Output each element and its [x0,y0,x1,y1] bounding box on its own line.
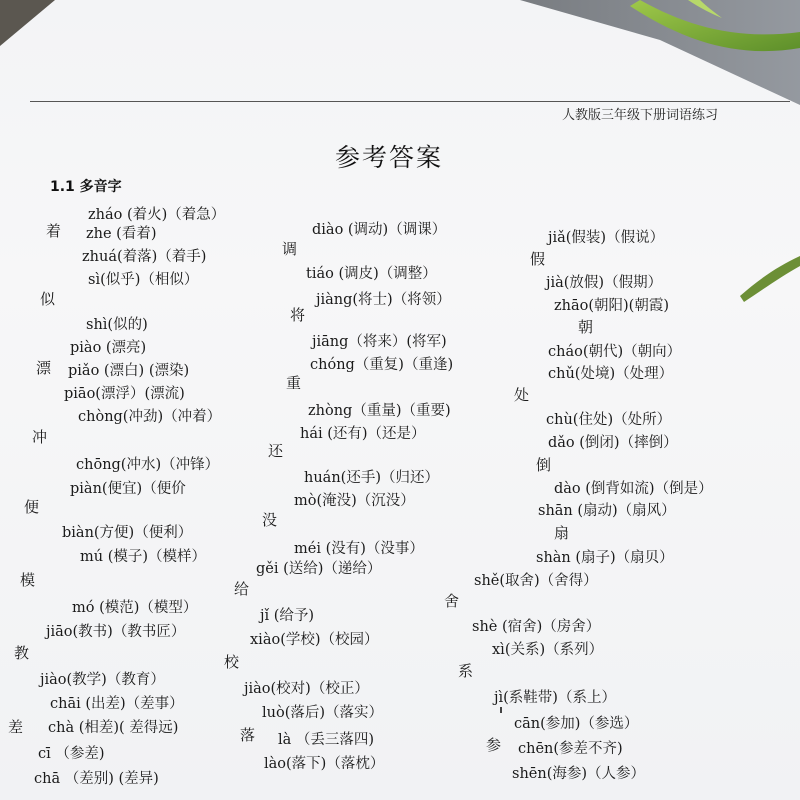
answer-entry: zhe (看着) [86,226,157,242]
answer-entry: luò(落后)（落实） [262,705,384,721]
answer-entry: jiào(教学)（教育） [40,672,165,688]
polyphone-char: 冲 [32,428,48,446]
polyphone-char: 便 [24,498,40,516]
polyphone-char: 倒 [536,456,552,474]
answer-entry: shě(取舍)（舍得） [474,573,598,589]
answer-entry: lào(落下)（落枕） [264,756,385,772]
answer-entry: shēn(海参)（人参） [512,766,646,782]
answer-entry: jià(放假)（假期） [546,275,663,291]
answer-entry: jiāng（将来）(将军) [312,334,447,350]
polyphone-char: 扇 [554,524,570,542]
header-rule [30,101,790,102]
answer-entry: gěi (送给)（递给） [256,561,382,577]
answer-entry: chòng(冲劲)（冲着） [78,409,222,425]
polyphone-char: 似 [40,290,56,308]
answer-entry: xiào(学校)（校园） [250,632,379,648]
answer-entry: cháo(朝代)（朝向） [548,344,682,360]
answer-entry: piāo(漂浮）(漂流) [64,386,185,402]
answer-entry: zhuá(着落)（着手) [82,249,207,265]
answer-entry: shè (宿舍)（房舍） [472,619,601,635]
page-title: 参考答案 [335,143,444,172]
answer-entry: zhòng（重量)（重要) [308,403,451,419]
answer-entry: sì(似乎)（相似） [88,272,199,288]
polyphone-char: 落 [240,726,256,744]
answer-entry: tiáo (调皮)（调整） [306,266,437,282]
polyphone-char: 教 [14,644,30,662]
table-corner [0,0,55,46]
answer-entry: zhāo(朝阳)(朝霞) [554,298,669,314]
answer-entry: chóng（重复)（重逢) [310,357,454,373]
answer-entry: dào (倒背如流)（倒是） [554,481,713,497]
polyphone-char: 假 [530,250,546,268]
polyphone-char: 将 [290,306,306,324]
polyphone-char: 模 [20,571,36,589]
polyphone-char: 重 [286,374,302,392]
answer-entry: diào (调动)（调课） [312,222,447,238]
answer-entry: chā （差别) (差异) [34,771,159,787]
answer-entry: piàn(便宜)（便价 [70,481,186,497]
answer-entry: huán(还手)（归还） [304,470,439,486]
answer-entry: xì(关系)（系列） [492,642,604,658]
answer-entry: shàn (扇子)（扇贝） [536,550,674,566]
answer-entry: chà (相差)( 差得远) [48,720,179,736]
answer-entry: chù(住处)（处所） [546,412,672,428]
answer-entry: shì(似的) [86,317,148,333]
answer-entry: jì(系鞋带)（系上） [494,690,616,706]
answer-entry: là （丢三落四) [278,732,375,748]
answer-entry: jiǎ(假装)（假说） [548,230,665,246]
polyphone-char: 着 [46,222,62,240]
polyphone-char: 系 [458,662,474,680]
answer-entry: méi (没有)（没事） [294,541,424,557]
answer-entry: shān (扇动)（扇风） [538,503,676,519]
polyphone-char: 参 [486,736,502,754]
polyphone-char: 还 [268,442,284,460]
polyphone-char: 给 [234,580,250,598]
answer-entry: piǎo (漂白) (漂染) [68,363,190,379]
answer-entry: jiāo(教书)（教书匠） [46,624,186,640]
answer-entry: jǐ (给予) [260,608,315,624]
answer-entry: cī （参差) [38,746,105,762]
polyphone-char: 校 [224,653,240,671]
polyphone-char: 调 [282,240,298,258]
answer-entry: chāi (出差)（差事） [50,696,184,712]
section-heading: 1.1 多音字 [50,179,122,195]
answer-entry: chōng(冲水)（冲锋） [76,457,220,473]
polyphone-char: 处 [514,386,530,404]
answer-entry: zháo (着火)（着急） [88,207,226,223]
stray-mark [500,707,502,713]
answer-entry: mó (模范)（模型） [72,600,198,616]
answer-entry: chǔ(处境)（处理） [548,366,674,382]
answer-entry: chēn(参差不齐) [518,741,623,757]
polyphone-char: 差 [8,718,24,736]
answer-entry: hái (还有)（还是） [300,426,426,442]
answer-entry: cān(参加)（参选） [514,716,639,732]
answer-entry: jiào(校对)（校正） [244,681,369,697]
polyphone-char: 漂 [36,359,52,377]
polyphone-char: 朝 [578,318,594,336]
book-title: 人教版三年级下册词语练习 [562,108,719,123]
answer-entry: jiàng(将士)（将领） [316,292,451,308]
answer-entry: piào (漂亮) [70,340,147,356]
polyphone-char: 舍 [444,592,460,610]
polyphone-char: 没 [262,511,278,529]
answer-entry: mò(淹没)（沉没） [294,493,415,509]
answer-entry: mú (模子)（模样） [80,549,207,565]
answer-entry: biàn(方便)（便利） [62,525,193,541]
answer-entry: dǎo (倒闭)（摔倒） [548,435,678,451]
